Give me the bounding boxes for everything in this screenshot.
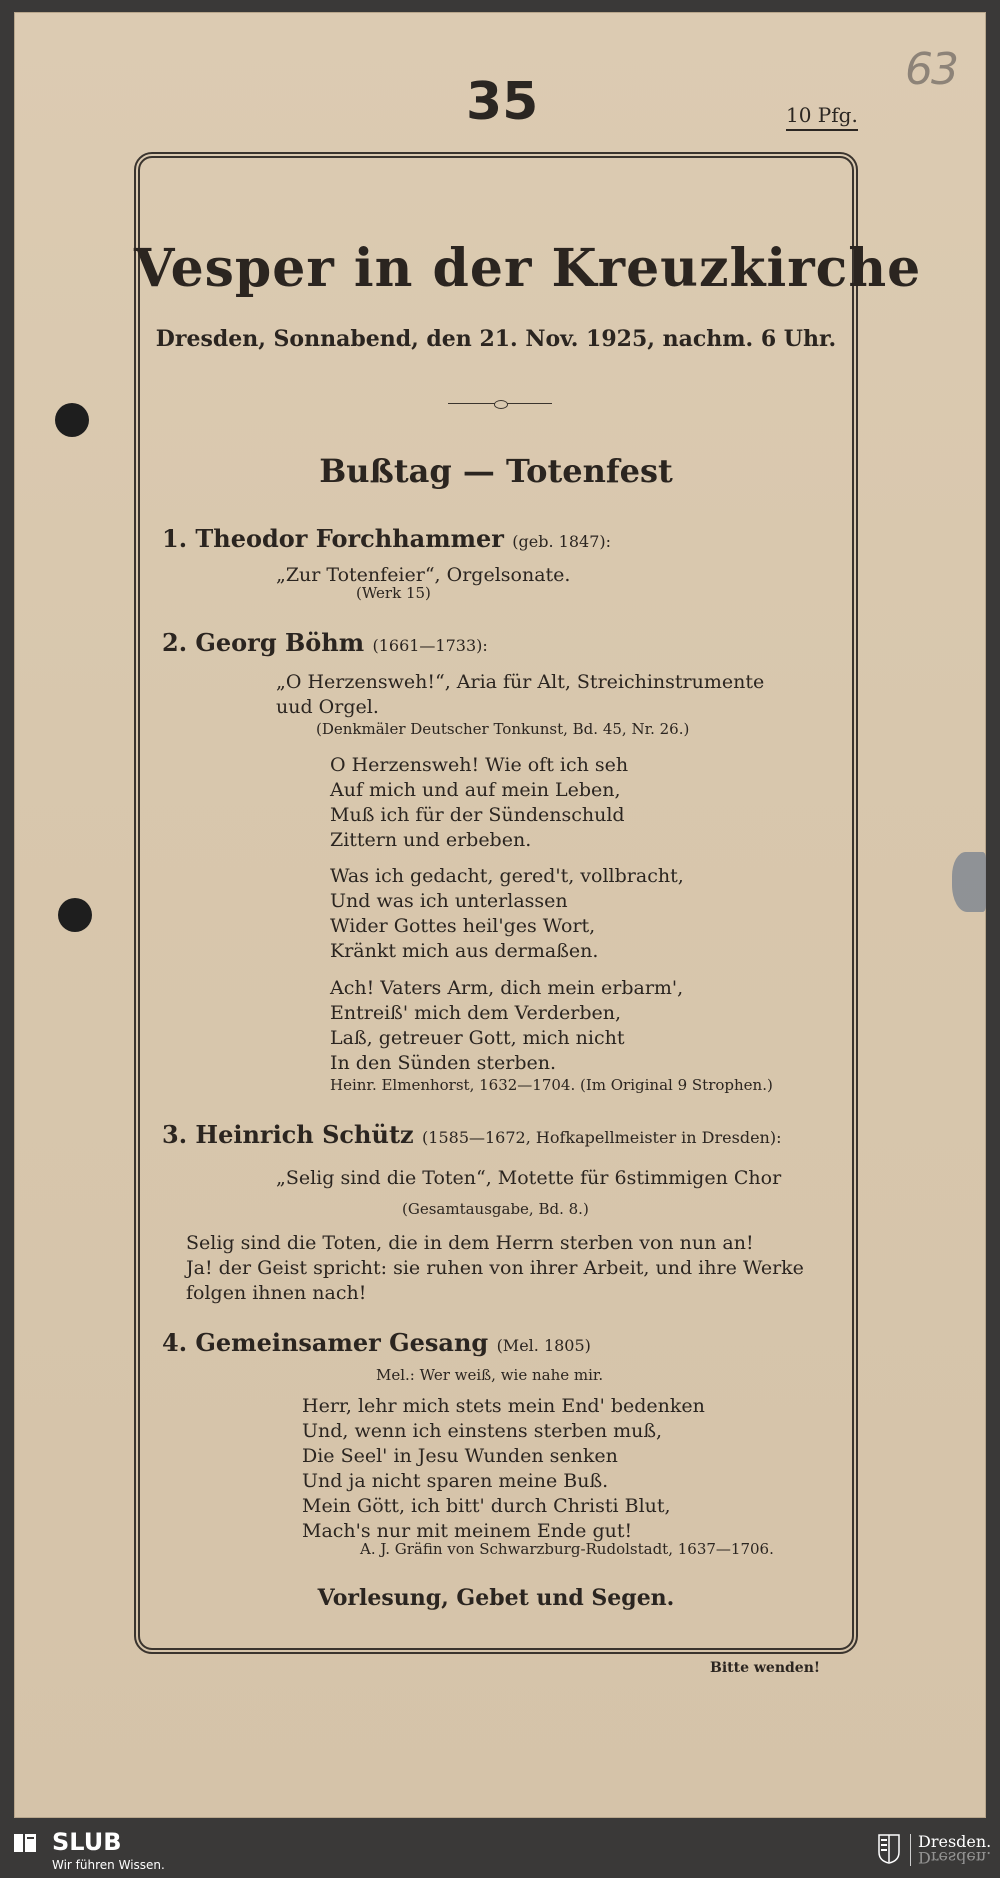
stanza-line: Zittern und erbeben. bbox=[330, 829, 532, 851]
library-tagline: Wir führen Wissen. bbox=[52, 1858, 165, 1872]
composer-name: 4. Gemeinsamer Gesang bbox=[162, 1328, 489, 1357]
stanza-line: In den Sünden sterben. bbox=[330, 1052, 557, 1074]
item-1-heading bbox=[162, 524, 611, 553]
stanza-line: Und was ich unterlassen bbox=[330, 890, 568, 912]
section-title: Bußtag — Totenfest bbox=[319, 452, 673, 490]
item-3-text-line: Selig sind die Toten, die in dem Herrn sterben von nun an! bbox=[186, 1232, 754, 1254]
composer-dates: (Mel. 1805) bbox=[496, 1336, 591, 1355]
composer-dates: (1661—1733): bbox=[372, 636, 488, 655]
verse-line: Und ja nicht sparen meine Buß. bbox=[302, 1470, 609, 1492]
item-2-heading bbox=[162, 628, 488, 657]
stanza-line: Laß, getreuer Gott, mich nicht bbox=[330, 1027, 625, 1049]
dresden-coat-of-arms-icon bbox=[878, 1834, 900, 1864]
composer-dates: (geb. 1847): bbox=[512, 532, 612, 551]
verse-line: Mach's nur mit meinem Ende gut! bbox=[302, 1520, 633, 1542]
page-number: 35 bbox=[466, 72, 539, 132]
item-4-melody: Mel.: Wer weiß, wie nahe mir. bbox=[376, 1366, 604, 1384]
item-1-work: „Zur Totenfeier“, Orgelsonate. bbox=[276, 564, 571, 586]
stanza-line: Was ich gedacht, gered't, vollbracht, bbox=[330, 865, 684, 887]
item-3-text-line: Ja! der Geist spricht: sie ruhen von ihrer Arbeit, und ihre Werke bbox=[186, 1257, 804, 1279]
library-name[interactable]: SLUB bbox=[52, 1828, 122, 1856]
verse-line: Die Seel' in Jesu Wunden senken bbox=[302, 1445, 618, 1467]
item-2-work-line1: „O Herzensweh!“, Aria für Alt, Streichinstrumente bbox=[276, 671, 765, 693]
turn-over-note: Bitte wenden! bbox=[710, 1660, 821, 1676]
stanza-line: Ach! Vaters Arm, dich mein erbarm', bbox=[330, 977, 684, 999]
footer-bar bbox=[0, 1826, 1000, 1878]
item-2-note: (Denkmäler Deutscher Tonkunst, Bd. 45, Nr. 26.) bbox=[316, 720, 690, 738]
ornament-divider bbox=[448, 400, 552, 408]
item-3-work: „Selig sind die Toten“, Motette für 6stimmigen Chor bbox=[276, 1167, 782, 1189]
item-2-work-line2: uud Orgel. bbox=[276, 696, 379, 718]
slub-logo-icon bbox=[12, 1830, 38, 1856]
composer-name: 3. Heinrich Schütz bbox=[162, 1120, 414, 1149]
punch-hole bbox=[58, 898, 92, 932]
stanza-line: Wider Gottes heil'ges Wort, bbox=[330, 915, 596, 937]
item-3-note: (Gesamtausgabe, Bd. 8.) bbox=[402, 1200, 589, 1218]
composer-name: 1. Theodor Forchhammer bbox=[162, 524, 504, 553]
partner-name-reflection: Dresden. bbox=[918, 1848, 992, 1867]
verse-line: Herr, lehr mich stets mein End' bedenken bbox=[302, 1395, 705, 1417]
item-3-text-line: folgen ihnen nach! bbox=[186, 1282, 367, 1304]
verse-line: Mein Gött, ich bitt' durch Christi Blut, bbox=[302, 1495, 671, 1517]
stanza-line: O Herzensweh! Wie oft ich seh bbox=[330, 754, 629, 776]
archive-number: 63 bbox=[905, 44, 957, 95]
paper-stain bbox=[952, 852, 986, 912]
stanza-line: Entreiß' mich dem Verderben, bbox=[330, 1002, 622, 1024]
composer-dates: (1585—1672, Hofkapellmeister in Dresden): bbox=[422, 1128, 782, 1147]
footer-separator bbox=[910, 1834, 911, 1866]
stanza-line: Kränkt mich aus dermaßen. bbox=[330, 940, 599, 962]
item-1-note: (Werk 15) bbox=[356, 584, 431, 602]
item-3-heading bbox=[162, 1120, 781, 1149]
page-title: Vesper in der Kreuzkirche bbox=[134, 238, 922, 299]
item-2-attribution: Heinr. Elmenhorst, 1632—1704. (Im Original 9 Strophen.) bbox=[330, 1076, 773, 1094]
punch-hole bbox=[55, 403, 89, 437]
partner-name[interactable]: Dresden. bbox=[918, 1832, 992, 1851]
item-4-heading bbox=[162, 1328, 591, 1357]
composer-name: 2. Georg Böhm bbox=[162, 628, 365, 657]
closing-line: Vorlesung, Gebet und Segen. bbox=[317, 1585, 675, 1611]
stanza-line: Auf mich und auf mein Leben, bbox=[330, 779, 621, 801]
date-line: Dresden, Sonnabend, den 21. Nov. 1925, nachm. 6 Uhr. bbox=[155, 326, 837, 352]
item-4-attribution: A. J. Gräfin von Schwarzburg-Rudolstadt, 1637—1706. bbox=[360, 1540, 774, 1558]
price-label: 10 Pfg. bbox=[786, 103, 858, 131]
stanza-line: Muß ich für der Sündenschuld bbox=[330, 804, 625, 826]
verse-line: Und, wenn ich einstens sterben muß, bbox=[302, 1420, 663, 1442]
